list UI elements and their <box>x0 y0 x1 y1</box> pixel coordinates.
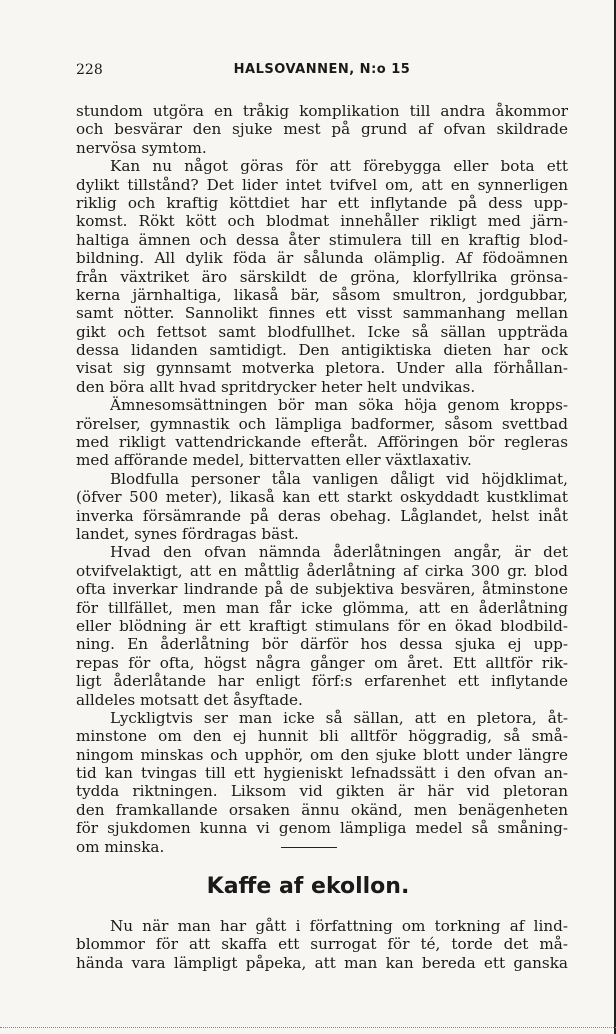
text-line: Hvad den ofvan nämnda åderlåtningen angår, är det <box>110 543 568 562</box>
text-line: Nu när man har gått i författning om torkning af lind- <box>110 917 568 935</box>
section-text <box>76 917 568 972</box>
text-line: gikt och fettsot samt blodfullhet. Icke så sällan uppträda <box>76 322 568 341</box>
text-line: Blodfulla personer tåla vanligen dåligt vid höjdklimat, <box>110 469 568 488</box>
text-line: dylikt tillstånd? Det lider intet tvifvel om, att en synnerligen <box>76 175 568 194</box>
text-line: bildning. All dylik föda är sålunda olämplig. Af födoämnen <box>76 249 568 268</box>
text-line: stundom utgöra en tråkig komplikation till andra åkommor <box>76 102 568 120</box>
text-line: inverka försämrande på deras obehag. Låglandet, helst inåt <box>76 506 568 525</box>
text-line: med afförande medel, bittervatten eller växtlaxativ. <box>76 451 472 470</box>
text-line: ofta inverkar lindrande på de subjektiva besvären, åtminstone <box>76 580 568 599</box>
section-title: Kaffe af ekollon. <box>206 874 410 899</box>
running-title: HALSOVANNEN, N:o 15 <box>233 62 411 77</box>
page-header <box>76 62 568 84</box>
text-line: blommor för att skaffa ett surrogat för té, torde det må- <box>76 935 568 954</box>
text-line: dessa lidanden samtidigt. Den antigiktiska dieten har ock <box>76 341 568 360</box>
text-line: för tillfället, men man får icke glömma, att en åderlåtning <box>76 598 568 617</box>
text-line: riklig och kraftig köttdiet har ett inflytande på dess upp- <box>76 193 568 212</box>
main-text <box>76 102 568 856</box>
text-line: kerna järnhaltiga, likaså bär, såsom smultron, jordgubbar, <box>76 285 568 304</box>
text-line: med rikligt vattendrickande efteråt. Afföringen bör regleras <box>76 433 568 452</box>
text-line: om minska. <box>76 837 165 856</box>
text-line: den böra allt hvad spritdrycker heter helt undvikas. <box>76 377 476 396</box>
section-divider <box>281 847 337 848</box>
text-line: (öfver 500 meter), likaså kan ett starkt oskyddadt kustklimat <box>76 488 568 507</box>
text-line: tydda riktningen. Liksom vid gikten är här vid pletoran <box>76 782 568 801</box>
text-line: otvifvelaktigt, att en måttlig åderlåtning af cirka 300 gr. blod <box>76 561 568 580</box>
text-line: Ämnesomsättningen bör man söka höja genom kropps- <box>110 396 568 415</box>
text-line: hända vara lämpligt påpeka, att man kan bereda ett ganska <box>76 953 568 972</box>
text-line: minstone om den ej hunnit bli alltför höggradig, så små- <box>76 727 568 746</box>
text-line: nervösa symtom. <box>76 138 207 157</box>
text-line: visat sig gynnsamt motverka pletora. Under alla förhållan- <box>76 359 568 378</box>
text-line: haltiga ämnen och dessa åter stimulera till en kraftig blod- <box>76 230 568 249</box>
text-line: tid kan tvingas till ett hygieniskt lefnadssätt i den ofvan an- <box>76 764 568 783</box>
text-line: Kan nu något göras för att förebygga eller bota ett <box>110 157 568 176</box>
text-line: eller blödning är ett kraftigt stimulans för en ökad blodbild- <box>76 616 568 635</box>
text-line: för sjukdomen kunna vi genom lämpliga medel så småning- <box>76 819 568 838</box>
text-line: alldeles motsatt det åsyftade. <box>76 690 303 709</box>
text-line: den framkallande orsaken ännu okänd, men benägenheten <box>76 800 568 819</box>
text-line: Lyckligtvis ser man icke så sällan, att en pletora, åt- <box>110 708 568 727</box>
text-line: och besvärar den sjuke mest på grund af ofvan skildrade <box>76 120 568 139</box>
page-bottom-edge <box>0 1027 616 1028</box>
text-line: samt nötter. Sannolikt finnes ett visst sammanhang mellan <box>76 304 568 323</box>
text-line: komst. Rökt kött och blodmat innehåller rikligt med järn- <box>76 212 568 231</box>
text-line: rörelser, gymnastik och lämpliga badformer, såsom svettbad <box>76 414 568 433</box>
page-number: 228 <box>76 62 103 78</box>
text-line: repas för ofta, högst några gånger om året. Ett alltför rik- <box>76 653 568 672</box>
text-line: från växtriket äro särskildt de gröna, klorfyllrika grönsa- <box>76 267 568 286</box>
text-line: landet, synes fördragas bäst. <box>76 524 299 543</box>
text-line: ningom minskas och upphör, om den sjuke blott under längre <box>76 745 568 764</box>
text-line: ning. En åderlåtning bör därför hos dessa sjuka ej upp- <box>76 635 568 654</box>
text-line: ligt åderlåtande har enligt förf:s erfarenhet ett inflytande <box>76 672 568 691</box>
